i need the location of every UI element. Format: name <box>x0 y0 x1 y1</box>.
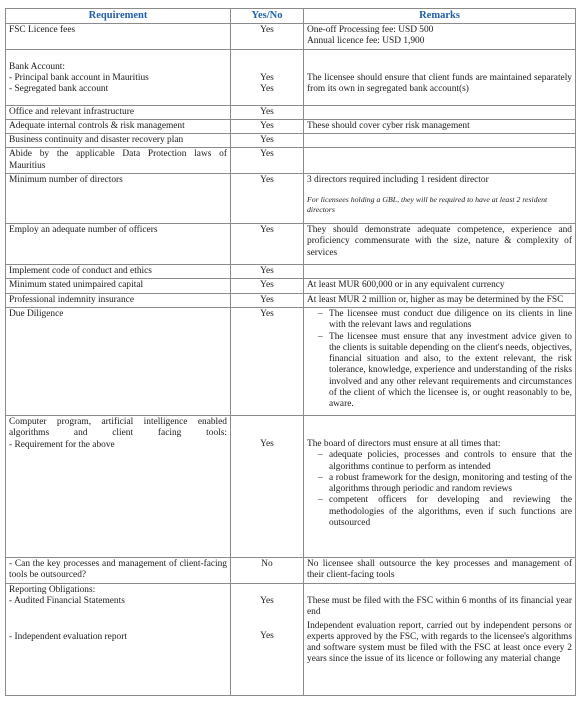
due-diligence-list <box>307 309 572 411</box>
yes-no-cell: Yes <box>231 105 304 119</box>
remarks-cell <box>304 148 576 174</box>
principal-account-label: - Principal bank account in Mauritius <box>9 72 149 83</box>
list-item: – The licensee must ensure that any investment advice given to the clients is suitable depending on the client's needs, objectives, financial situation and also, to the extent relevant, the risk tolerance, knowledge, experience and understanding of the risks involved and any other relevant requirements and circumstances of the client of which the licensee is, or ought reasonably to be, aware. <box>329 332 572 411</box>
table-row-internal-controls <box>6 119 576 133</box>
remarks-cell: They should demonstrate adequate competence, experience and proficiency commensurate with the size, nature & complexity of services <box>304 224 576 265</box>
table-row-business-continuity <box>6 134 576 148</box>
table-row-indemnity <box>6 293 576 307</box>
header-requirement: Requirement <box>6 9 231 24</box>
processing-fee-text: One-off Processing fee: USD 500 <box>307 25 434 35</box>
list-item: – adequate policies, processes and controls to ensure that the algorithms continue to perform as intended <box>329 450 572 473</box>
bank-remark: The licensee should ensure that client funds are maintained separately from its own in segregated bank account(s) <box>307 72 572 94</box>
remarks-cell <box>304 174 576 224</box>
table-row-reporting <box>6 583 576 695</box>
board-intro-text: The board of directors must ensure at all times that: <box>307 438 501 449</box>
table-row-outsourcing <box>6 557 576 583</box>
evaluation-report-remark: Independent evaluation report, carried out by independent persons or experts approved by the FSC, with regards to the licensee's algorithms and software system must be filed with the FSC at least once every 2 years since the issue of its licence or following any material change <box>307 620 572 665</box>
remarks-cell: At least MUR 2 million or, higher as may be determined by the FSC <box>304 293 576 307</box>
requirement-cell: Employ an adequate number of officers <box>6 224 231 265</box>
directors-remark: 3 directors required including 1 resident director <box>307 175 489 186</box>
yes-no-cell: Yes <box>231 24 304 50</box>
remarks-cell <box>304 415 576 557</box>
yes-no-cell: Yes <box>231 293 304 307</box>
yes-no-cell: Yes <box>231 279 304 293</box>
table-row-algorithms <box>6 415 576 557</box>
header-yes-no: Yes/No <box>231 9 304 24</box>
yes-no-cell: Yes <box>231 119 304 133</box>
yes-no-cell: No <box>231 557 304 583</box>
yes-no-cell <box>231 583 304 695</box>
requirement-cell: Adequate internal controls & risk management <box>6 119 231 133</box>
table-row-fsc-fees <box>6 24 576 50</box>
yes-no-cell: Yes <box>231 307 304 415</box>
remarks-cell <box>304 24 576 50</box>
gbl-directors-note: For licensees holding a GBL, they will be required to have at least 2 resident directors <box>307 195 548 215</box>
requirement-cell: Minimum stated unimpaired capital <box>6 279 231 293</box>
table-row-capital <box>6 279 576 293</box>
annual-fee-text: Annual licence fee: USD 1,900 <box>307 36 425 47</box>
requirement-cell <box>6 583 231 695</box>
audited-statements-remark: These must be filed with the FSC within 6 months of its financial year end <box>307 595 572 618</box>
remarks-cell <box>304 265 576 279</box>
requirement-cell: Minimum number of directors <box>6 174 231 224</box>
table-row-data-protection <box>6 148 576 174</box>
segregated-account-yn: Yes <box>260 83 274 94</box>
list-item: – a robust framework for the design, monitoring and testing of the algorithms through periodic and random reviews <box>329 473 572 496</box>
requirement-cell: Professional indemnity insurance <box>6 293 231 307</box>
evaluation-report-yn: Yes <box>260 631 274 642</box>
list-item: – The licensee must conduct due diligence on its clients in line with the relevant laws and regulations <box>329 309 572 332</box>
principal-account-yn: Yes <box>260 72 274 83</box>
audited-statements-yn: Yes <box>260 595 274 606</box>
reporting-label: Reporting Obligations: <box>9 584 96 595</box>
header-remarks: Remarks <box>304 9 576 24</box>
board-duties-list <box>307 450 572 529</box>
algorithms-label: Computer program, artificial intelligence enabled algorithms and client facing tools: <box>9 416 227 439</box>
yes-no-cell: Yes <box>231 174 304 224</box>
algorithms-yn: Yes <box>260 438 274 449</box>
list-item: – competent officers for developing and reviewing the methodologies of the algorithms, even if such functions are outsourced <box>329 495 572 529</box>
remarks-cell <box>304 134 576 148</box>
requirement-cell: Due Diligence <box>6 307 231 415</box>
table-row-bank-account <box>6 49 576 105</box>
yes-no-cell <box>231 415 304 557</box>
remarks-cell <box>304 307 576 415</box>
table-row-directors <box>6 174 576 224</box>
requirement-cell: Abide by the applicable Data Protection laws of Mauritius <box>6 148 231 174</box>
remarks-cell: These should cover cyber risk management <box>304 119 576 133</box>
requirement-cell: Implement code of conduct and ethics <box>6 265 231 279</box>
requirements-document <box>5 8 575 696</box>
requirements-table <box>5 8 576 696</box>
segregated-account-label: - Segregated bank account <box>9 84 109 95</box>
remarks-cell <box>304 105 576 119</box>
yes-no-cell: Yes <box>231 148 304 174</box>
yes-no-cell: Yes <box>231 134 304 148</box>
table-header-row <box>6 9 576 24</box>
table-row-office <box>6 105 576 119</box>
requirement-cell <box>6 415 231 557</box>
bank-account-label: Bank Account: <box>9 61 65 72</box>
requirement-cell: Business continuity and disaster recovery plan <box>6 134 231 148</box>
table-row-code-of-conduct <box>6 265 576 279</box>
yes-no-cell <box>231 49 304 105</box>
remarks-cell: At least MUR 600,000 or in any equivalent currency <box>304 279 576 293</box>
table-row-due-diligence <box>6 307 576 415</box>
table-row-officers <box>6 224 576 265</box>
remarks-cell <box>304 583 576 695</box>
requirement-cell <box>6 49 231 105</box>
requirement-cell: FSC Licence fees <box>6 24 231 50</box>
remarks-cell: No licensee shall outsource the key processes and management of their client-facing tools <box>304 557 576 583</box>
requirement-cell: - Can the key processes and management of client-facing tools be outsourced? <box>6 557 231 583</box>
audited-statements-label: - Audited Financial Statements <box>9 596 125 607</box>
evaluation-report-label: - Independent evaluation report <box>9 631 127 642</box>
yes-no-cell: Yes <box>231 265 304 279</box>
algorithms-requirement-label: - Requirement for the above <box>9 439 115 450</box>
remarks-cell <box>304 49 576 105</box>
yes-no-cell: Yes <box>231 224 304 265</box>
requirement-cell: Office and relevant infrastructure <box>6 105 231 119</box>
